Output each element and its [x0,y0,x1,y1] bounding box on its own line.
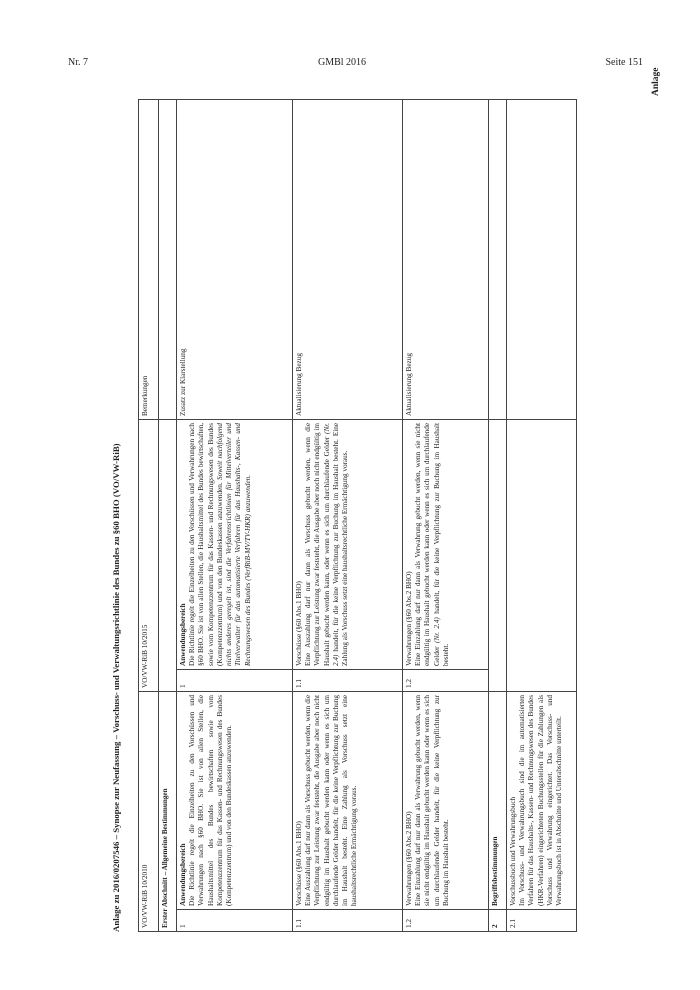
remark-cell: Aktualisierung Bezug [293,99,403,419]
old-heading: Vorschussbuch und Verwahrungsbuch [509,796,517,906]
old-cell [403,691,489,909]
section-number-second: 2 [489,910,507,932]
issue-number: Nr. 7 [68,57,88,68]
table-row [507,99,577,931]
new-cell [177,419,293,669]
new-text-cont: handelt, für die keine Verpflichtung zur Buchung im Haushalt besteht. Eine Zahlung als Vorschuss setzt eine haushaltsrechtliche Ermächtigung voraus. [331,422,350,666]
row-number-new: 1.1 [293,669,403,691]
old-heading: Verwahrungen (§60 Abs.2 BHO) [405,811,413,906]
new-text-italic: (Nr. 2.4) [322,422,340,666]
new-cell [293,419,403,669]
row-number-new: 1.2 [403,669,489,691]
old-text: Eine Auszahlung darf nur dann als Vorschuss gebucht werden, wenn die Verpflichtung zur Leistung zwar feststeht, die Ausgabe aber noch nicht endgültig im Haushalt gebucht werden kann oder wenn es sich um durchlaufende Gelder handelt, für die keine Verpflichtung zur Buchung im Haushalt besteht. Eine Zahlung als Vorschuss setzt eine haushaltsrechtliche Ermächtigung voraus. [304,694,359,906]
section-title-first: Erster Abschnitt – Allgemeine Bestimmungen [159,691,177,931]
old-text: Eine Einzahlung darf nur dann als Verwahrung gebucht werden, wenn sie nicht endgültig im Haushalt gebucht werden kann oder wenn es sich um durchlaufende Gelder handelt, für die keine Verpflichtung zur Buchung im Haushalt besteht. [414,694,450,906]
new-heading: Vorschüsse (§60 Abs.1 BHO) [295,581,303,666]
remark-cell: Aktualisierung Bezug [403,99,489,419]
column-header-new: VO/VW-RiB 10/2015 [139,419,159,691]
new-cell [403,419,489,669]
document-title: Anlage zu 2016/0207546 – Synopse zur Neufassung – Vorschuss- und Verwaltungsrichtlinie des Bundes zu §60 BHO (VO/VW-RiB) [111,443,121,932]
remark-cell: Zusatz zur Klarstellung [177,99,293,419]
page-number: Seite 151 [605,57,643,68]
section-row-second [489,99,507,931]
journal-name: GMBl 2016 [318,57,367,68]
table-row [293,99,403,931]
new-text: Eine Einzahlung darf nur dann als Verwahrung gebucht werden, wenn sie nicht endgültig im Haushalt gebucht werden kann oder wenn es sich um durchlaufende Gelder [414,422,441,666]
old-heading: Vorschüsse (§60 Abs.1 BHO) [295,821,303,906]
old-heading: Anwendungsbereich [179,843,187,906]
section-row-first [159,99,177,931]
synopsis-table [138,99,577,932]
old-text: Im Vorschuss- und Verwahrungsbuch sind die im automatisierten Verfahren für das Haushalts-, Kassen- und Rechnungswesen des Bundes (HKR-Verfahren) eingerichteten Buchungsstellen für die Zahlungen als Vorschuss und Verwahrung eingerichtet. Das Vorschuss- und Verwahrungsbuch ist in Abschnitte und Unterabschnitte unterteilt. [518,694,564,906]
new-text-cont: handelt, für die keine Verpflichtung zur Buchung im Haushalt besteht. [432,422,450,666]
row-number-new: 1 [177,669,293,691]
annex-label: Anlage [651,67,661,96]
new-heading: Verwahrungen (§60 Abs.2 BHO) [405,571,413,666]
column-header-remarks: Bemerkungen [139,99,159,419]
section-title-second: Begriffsbestimmungen [489,691,507,909]
old-text: Die Richtlinie regelt die Einzelheiten zu den Vorschüssen und Verwahrungen nach §60 BHO. Sie ist von allen Stellen, die Haushaltsmittel des Bundes bewirtschaften sowie vom Kompetenzzentrum für das Kassen- und Rechnungswesen des Bundes (Kompetenzzentrum) und von den Bundeskassen anzuwenden. [188,694,234,906]
rotated-synopsis-sheet [110,100,600,932]
row-number-old: 2.1 [507,910,577,932]
old-cell [507,691,577,909]
row-number-old: 1 [177,910,293,932]
new-text: Eine Auszahlung darf nur dann als Vorschuss gebucht werden, wenn die Verpflichtung zur Leistung zwar feststeht, die Ausgabe aber noch nicht endgültig im Haushalt gebucht werden kann, oder wenn es sich um durchlaufende Gelder [304,422,331,666]
table-row [403,99,489,931]
new-text-italic: (Nr. 2.4) [432,617,441,643]
new-heading: Anwendungsbereich [179,603,187,666]
table-header-row [139,99,159,931]
old-cell [293,691,403,909]
new-text-italic: Soweit nachfolgend nichts anderes geregelt ist, sind die Verfahrensrichtlinien für Mittelverteiler und Titelverwalter für das automatisierte Verfahren für das Haushalts-, Kassen- und Rechnungswesen des Bundes (VerfRiB-MV/TV-HKR) anzuwenden. [215,422,252,666]
table-row [177,99,293,931]
column-header-old: VO/VW-RiB 10/2010 [139,691,159,931]
new-text: Die Richtlinie regelt die Einzelheiten zu den Vorschüssen und Verwahrungen nach §60 BHO. Sie ist von allen Stellen, die Haushaltsmittel des Bundes bewirtschaften, sowie vom Kompetenzzentrum für das Kassen- und Rechnungswesen des Bundes (Kompetenzzentrum) und von den Bundeskassen anzuwenden. [188,422,224,666]
row-number-old: 1.1 [293,910,403,932]
old-cell [177,691,293,909]
row-number-old: 1.2 [403,910,489,932]
